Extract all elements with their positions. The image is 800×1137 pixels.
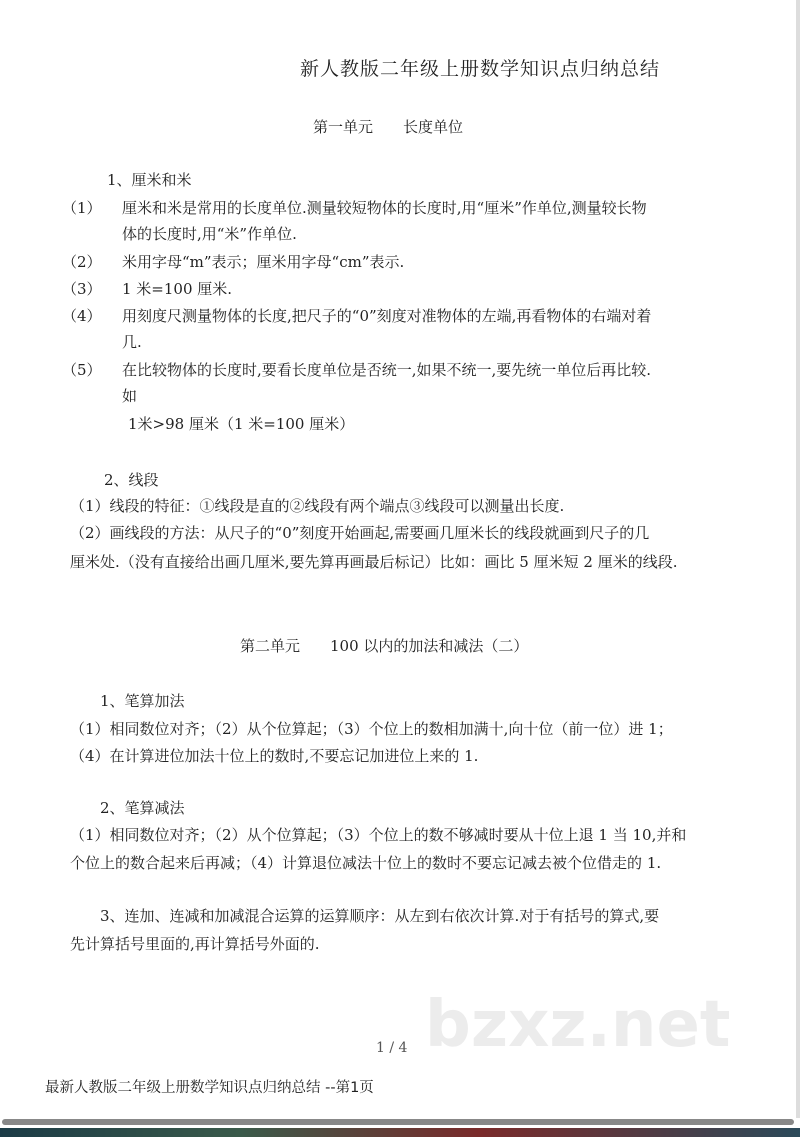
paragraph-line: （1）相同数位对齐；（2）从个位算起；（3）个位上的数相加满十,向十位（前一位）进 1；: [70, 720, 673, 738]
item-number: （1）: [62, 199, 102, 217]
paragraph-line: 个位上的数合起来后再减；（4）计算退位减法十位上的数时不要忘记减去被个位借走的 1.: [70, 854, 662, 872]
item-text: 1 米=100 厘米.: [122, 280, 233, 298]
document-title: 新人教版二年级上册数学知识点归纳总结: [300, 58, 661, 80]
watermark: bzxz.net: [425, 988, 731, 1062]
section-title: 1、笔算加法: [100, 692, 185, 710]
paragraph-line: 厘米处.（没有直接给出画几厘米,要先算再画最后标记）比如：画比 5 厘米短 2 厘米的线段.: [70, 553, 678, 571]
item-text: 如: [122, 387, 138, 405]
horizontal-scrollbar[interactable]: [2, 1119, 794, 1125]
section-title: 2、线段: [104, 471, 159, 489]
item-number: （2）: [62, 253, 102, 271]
page-edge: [796, 0, 800, 1118]
background-image-strip: [0, 1128, 800, 1137]
example-text: 1米>98 厘米（1 米=100 厘米）: [128, 415, 355, 433]
item-number: （5）: [62, 361, 102, 379]
unit2-heading: 第二单元 100 以内的加法和减法（二）: [240, 637, 529, 655]
unit1-heading: 第一单元 长度单位: [313, 118, 464, 136]
paragraph-line: 3、连加、连减和加减混合运算的运算顺序：从左到右依次计算.对于有括号的算式,要: [100, 907, 660, 925]
item-text: 用刻度尺测量物体的长度,把尺子的“0”刻度对准物体的左端,再看物体的右端对着: [122, 307, 652, 325]
page-footer: 最新人教版二年级上册数学知识点归纳总结 --第1页: [45, 1080, 374, 1096]
item-text: 体的长度时,用“米”作单位.: [122, 225, 297, 243]
paragraph-line: （1）线段的特征：①线段是直的②线段有两个端点③线段可以测量出长度.: [70, 497, 565, 515]
paragraph-line: 先计算括号里面的,再计算括号外面的.: [70, 935, 320, 953]
page-number: 1 / 4: [376, 1040, 408, 1056]
item-number: （4）: [62, 307, 102, 325]
section-title: 2、笔算减法: [100, 799, 185, 817]
item-text: 在比较物体的长度时,要看长度单位是否统一,如果不统一,要先统一单位后再比较.: [122, 361, 652, 379]
item-text: 几.: [122, 333, 142, 351]
item-number: （3）: [62, 280, 102, 298]
paragraph-line: （2）画线段的方法：从尺子的“0”刻度开始画起,需要画几厘米长的线段就画到尺子的几: [70, 524, 650, 542]
paragraph-line: （1）相同数位对齐；（2）从个位算起；（3）个位上的数不够减时要从十位上退 1 当 10,并和: [70, 826, 687, 844]
item-text: 米用字母“m”表示；厘米用字母“cm”表示.: [122, 253, 405, 271]
section-title: 1、厘米和米: [107, 171, 192, 189]
paragraph-line: （4）在计算进位加法十位上的数时,不要忘记加进位上来的 1.: [70, 747, 479, 765]
item-text: 厘米和米是常用的长度单位.测量较短物体的长度时,用“厘米”作单位,测量较长物: [122, 199, 647, 217]
